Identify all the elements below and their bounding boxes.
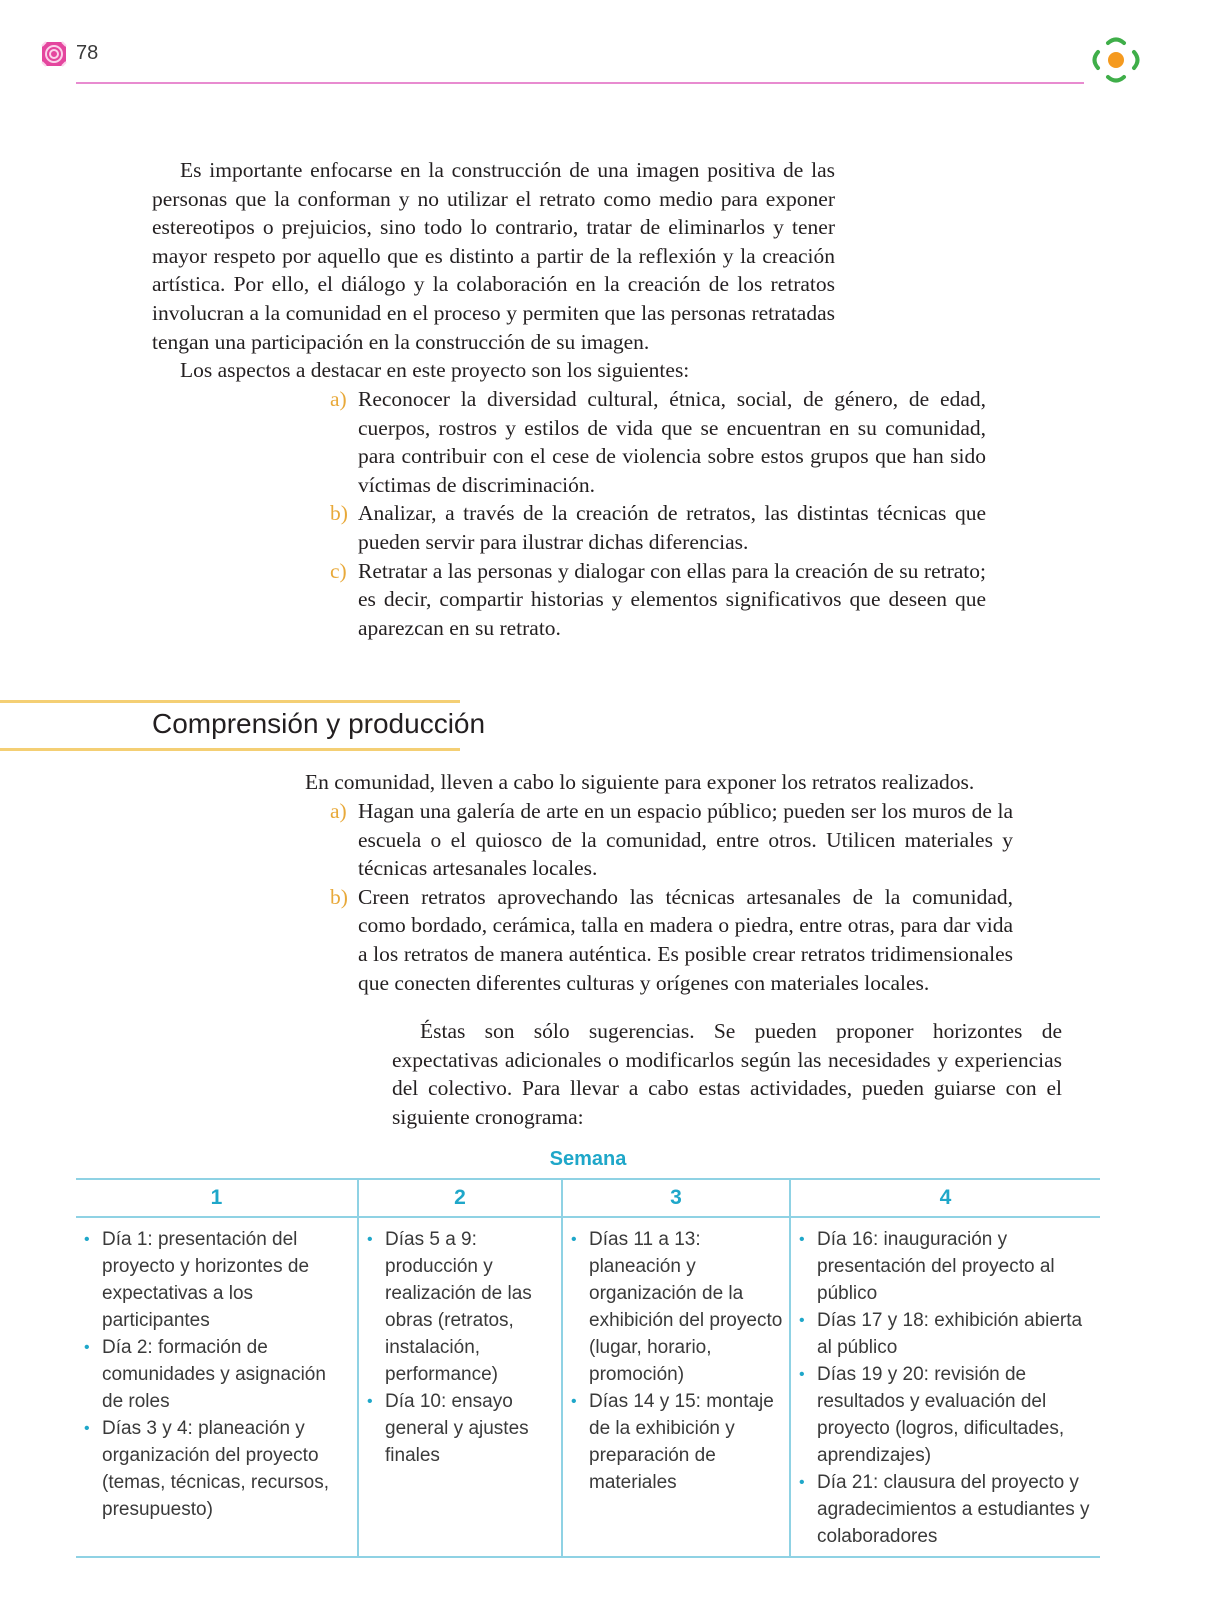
list-marker: c) <box>330 558 347 583</box>
community-logo-icon <box>1088 34 1144 86</box>
aspects-list <box>330 385 986 642</box>
bullet-icon: • <box>571 1393 577 1410</box>
week-cell <box>76 1217 358 1557</box>
bullet-icon: • <box>84 1339 90 1356</box>
bullet-icon: • <box>799 1231 805 1248</box>
bullet-icon: • <box>84 1231 90 1248</box>
suggestions-note: Éstas son sólo sugerencias. Se pueden proponer horizontes de expectativas adicionales o modificarlos según las necesidades y experiencias del colectivo. Para llevar a cabo estas actividades, pueden guiarse con el siguiente cronograma: <box>392 1019 1062 1129</box>
week-header: 4 <box>790 1179 1100 1217</box>
bullet-icon: • <box>799 1312 805 1329</box>
bullet-icon: • <box>84 1420 90 1437</box>
intro-paragraph: Es importante enfocarse en la construcción de una imagen positiva de las personas que la conforman y no utilizar el retrato como medio para exponer estereotipos o prejuicios, sino todo lo contrario, tratar de eliminarlos y tener mayor respeto por aquello que es distinto a partir de la reflexión y la creación artística. Por ello, el diálogo y la colaboración en la creación de los retratos involucran a la comunidad en el proceso y permiten que las personas retratadas tengan una participación en la construcción de su imagen. <box>152 158 835 354</box>
week-cell <box>562 1217 790 1557</box>
schedule-item-text: Día 16: inauguración y presentación del proyecto al público <box>817 1229 1055 1304</box>
bullet-icon: • <box>367 1231 373 1248</box>
intro-text <box>152 156 835 385</box>
list-item <box>330 499 986 556</box>
schedule-item-text: Días 3 y 4: planeación y organización del proyecto (temas, técnicas, recursos, presupuesto) <box>102 1418 330 1520</box>
list-item <box>330 385 986 499</box>
list-marker: a) <box>330 387 347 411</box>
schedule-item <box>797 1469 1094 1550</box>
bullet-icon: • <box>799 1474 805 1491</box>
schedule-item-text: Día 21: clausura del proyecto y agradecimientos a estudiantes y colaboradores <box>817 1472 1090 1547</box>
schedule-item <box>569 1226 783 1388</box>
list-marker: b) <box>330 501 348 526</box>
list-item <box>330 797 1013 883</box>
header-rule <box>76 82 1084 84</box>
schedule-item <box>569 1388 783 1496</box>
list-item <box>330 557 986 643</box>
list-marker: b) <box>330 884 348 909</box>
table-header-row <box>76 1179 1100 1217</box>
schedule-item <box>82 1415 351 1523</box>
week-header: 3 <box>562 1179 790 1217</box>
list-marker: a) <box>330 799 347 823</box>
schedule-item-text: Días 14 y 15: montaje de la exhibición y preparación de materiales <box>589 1391 774 1493</box>
list-item-text: Retratar a las personas y dialogar con ellas para la creación de su retrato; es decir, compartir historias y elementos significativos que deseen que aparezcan en su retrato. <box>358 558 986 640</box>
list-item-text: Analizar, a través de la creación de retratos, las distintas técnicas que pueden servir para ilustrar dichas diferencias. <box>358 501 986 554</box>
page-number: 78 <box>76 42 99 64</box>
schedule-item-text: Días 5 a 9: producción y realización de las obras (retratos, instalación, performance) <box>385 1229 532 1385</box>
section-title: Comprensión y producción <box>152 708 486 739</box>
schedule-label: Semana <box>549 1148 627 1170</box>
schedule-item <box>797 1307 1094 1361</box>
list-item <box>330 883 1013 997</box>
week-header: 1 <box>76 1179 358 1217</box>
list-item-text: Creen retratos aprovechando las técnicas artesanales de la comunidad, como bordado, cerámica, talla en madera o piedra, entre otras, para dar vida a los retratos de manera auténtica. Es posible crear retratos tridimensionales que conecten diferentes culturas y orígenes con materiales locales. <box>358 884 1013 995</box>
bullet-icon: • <box>367 1393 373 1410</box>
week-cell <box>358 1217 562 1557</box>
schedule-item <box>82 1334 351 1415</box>
schedule-item <box>797 1226 1094 1307</box>
list-item-text: Reconocer la diversidad cultural, étnica, social, de género, de edad, cuerpos, rostros y estilos de vida que se encuentran en su comunidad, para contribuir con el cese de violencia sobre estos grupos que han sido víctimas de discriminación. <box>358 387 986 497</box>
flower-icon <box>40 40 68 68</box>
schedule-item <box>82 1226 351 1334</box>
schedule-table <box>76 1178 1100 1558</box>
schedule-item <box>365 1388 555 1469</box>
table-row <box>76 1217 1100 1557</box>
schedule-item <box>365 1226 555 1388</box>
aspects-lead: Los aspectos a destacar en este proyecto son los siguientes: <box>180 358 690 383</box>
schedule-item-text: Días 11 a 13: planeación y organización de la exhibición del proyecto (lugar, horario, promoción) <box>589 1229 783 1385</box>
bullet-icon: • <box>799 1366 805 1383</box>
schedule-item-text: Días 17 y 18: exhibición abierta al público <box>817 1310 1083 1358</box>
bullet-icon: • <box>571 1231 577 1248</box>
week-cell <box>790 1217 1100 1557</box>
schedule-item-text: Día 10: ensayo general y ajustes finales <box>385 1391 529 1466</box>
schedule-item <box>797 1361 1094 1469</box>
production-list <box>330 797 1013 997</box>
schedule-item-text: Día 1: presentación del proyecto y horizontes de expectativas a los participantes <box>102 1229 310 1331</box>
list-item-text: Hagan una galería de arte en un espacio público; pueden ser los muros de la escuela o el quiosco de la comunidad, entre otros. Utilicen materiales y técnicas artesanales locales. <box>358 799 1013 881</box>
schedule-item-text: Día 2: formación de comunidades y asignación de roles <box>102 1337 326 1412</box>
week-header: 2 <box>358 1179 562 1217</box>
schedule-item-text: Días 19 y 20: revisión de resultados y evaluación del proyecto (logros, dificultades, aprendizajes) <box>817 1364 1065 1466</box>
production-lead: En comunidad, lleven a cabo lo siguiente para exponer los retratos realizados. <box>305 770 975 794</box>
